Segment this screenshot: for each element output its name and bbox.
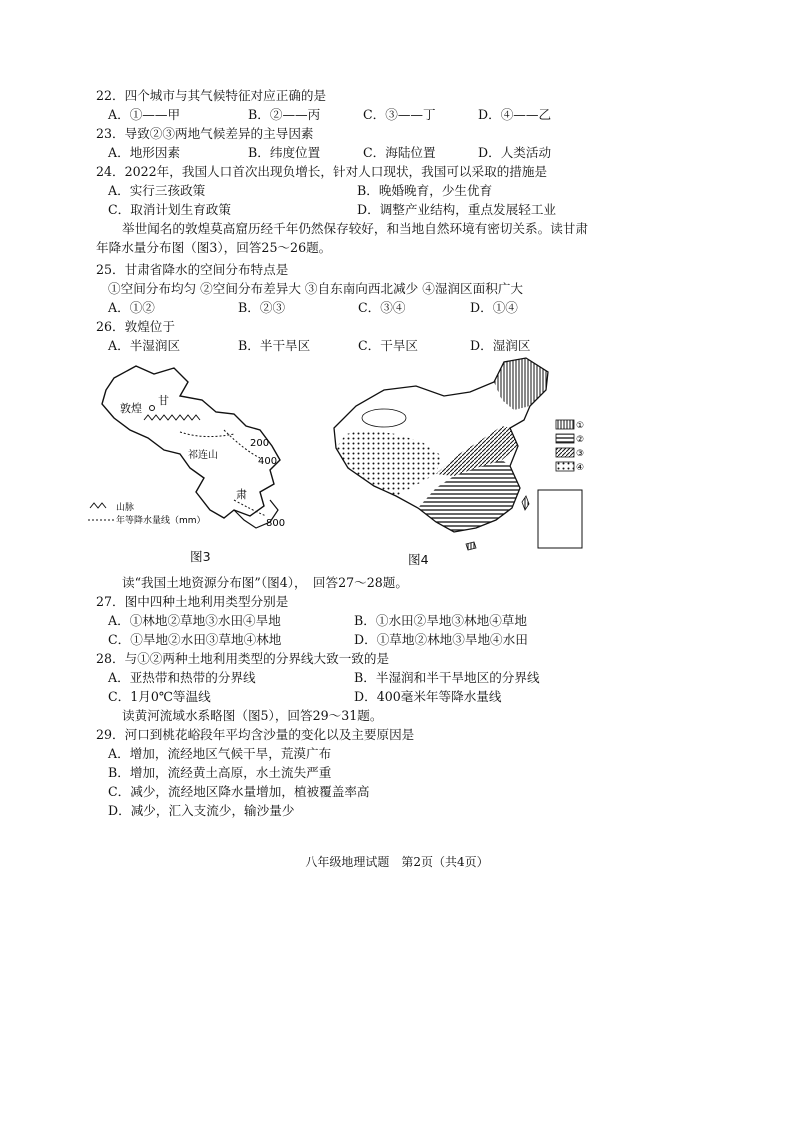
dunhuang-marker — [150, 406, 155, 411]
q22-option-a: A．①——甲 — [108, 107, 181, 122]
q28-option-b: B．半湿润和半干旱地区的分界线 — [354, 670, 540, 685]
su-label: 肃 — [236, 488, 247, 501]
tarim-basin — [362, 409, 406, 427]
q23-option-b: B．纬度位置 — [248, 145, 321, 160]
figure-4-caption: 图4 — [408, 552, 429, 567]
q25-option-c: C．③④ — [358, 300, 406, 315]
q26-option-b: B．半干旱区 — [238, 338, 311, 353]
q25-option-d: D．①④ — [470, 300, 518, 315]
legend-swatch-1 — [556, 420, 574, 429]
south-china-sea-inset — [538, 490, 582, 548]
q29-option-a: A．增加，流经地区气候干旱，荒漠广布 — [108, 746, 332, 761]
legend-isohyet-label: 年等降水量线（mm） — [116, 516, 206, 526]
q24-stem: 24．2022年，我国人口首次出现负增长，针对人口现状，我国可以采取的措施是 — [96, 164, 548, 179]
q28-option-a: A．亚热带和热带的分界线 — [108, 670, 256, 685]
legend-mountain-icon — [90, 503, 106, 508]
q24-option-b: B．晚婚晚育，少生优育 — [357, 183, 493, 198]
q24-option-d: D．调整产业结构，重点发展轻工业 — [357, 202, 557, 217]
hainan-island — [466, 542, 476, 550]
qilian-label: 祁连山 — [188, 450, 218, 461]
q25-stem: 25．甘肃省降水的空间分布特点是 — [96, 262, 289, 277]
q26-stem: 26．敦煌位于 — [96, 319, 175, 334]
legend-swatch-3 — [556, 448, 574, 457]
q29-option-d: D．减少，汇入支流少，输沙量少 — [108, 803, 295, 818]
legend-swatch-2 — [556, 434, 574, 443]
isohyet-400-label: 400 — [258, 456, 278, 467]
intro-25-26-line1: 举世闻名的敦煌莫高窟历经千年仍然保存较好，和当地自然环境有密切关系。读甘肃 — [122, 221, 588, 236]
q24-option-c: C．取消计划生育政策 — [108, 202, 231, 217]
figure-3-gansu-precipitation-map — [84, 360, 324, 540]
q22-option-b: B．②——丙 — [248, 107, 321, 122]
q26-option-a: A．半湿润区 — [108, 338, 181, 353]
legend-mountain-label: 山脉 — [116, 503, 135, 513]
q28-option-c: C．1月0℃等温线 — [108, 689, 211, 704]
legend-label-2: ② — [576, 435, 585, 445]
figure-3-caption: 图3 — [190, 549, 211, 564]
q25-choices: ①空间分布均匀 ②空间分布差异大 ③自东南向西北减少 ④湿润区面积广大 — [108, 281, 524, 296]
intro-29-31: 读黄河流域水系略图（图5），回答29～31题。 — [122, 708, 383, 723]
q26-option-d: D．湿润区 — [470, 338, 531, 353]
gan-label: 甘 — [158, 394, 169, 407]
figure-4-china-land-resources-map — [326, 356, 588, 556]
legend-label-4: ④ — [576, 463, 585, 473]
legend-label-3: ③ — [576, 449, 585, 459]
q23-option-c: C．海陆位置 — [363, 145, 436, 160]
q27-option-d: D．①草地②林地③旱地④水田 — [354, 632, 528, 647]
q22-option-d: D．④——乙 — [478, 107, 552, 122]
q28-stem: 28．与①②两种土地利用类型的分界线大致一致的是 — [96, 651, 390, 666]
q29-option-b: B．增加，流经黄土高原，水土流失严重 — [108, 765, 332, 780]
legend-label-1: ① — [576, 421, 585, 431]
taiwan-island — [522, 496, 529, 510]
q23-option-d: D．人类活动 — [478, 145, 552, 160]
isohyet-800-label: 800 — [266, 518, 286, 529]
q23-stem: 23．导致②③两地气候差异的主导因素 — [96, 126, 314, 141]
q29-option-c: C．减少，流经地区降水量增加，植被覆盖率高 — [108, 784, 370, 799]
q27-option-b: B．①水田②旱地③林地④草地 — [354, 613, 527, 628]
dunhuang-label: 敦煌 — [120, 402, 142, 415]
q26-option-c: C．干旱区 — [358, 338, 419, 353]
isohyet-200-label: 200 — [250, 438, 270, 449]
q27-option-a: A．①林地②草地③水田④旱地 — [108, 613, 281, 628]
q29-stem: 29．河口到桃花峪段年平均含沙量的变化以及主要原因是 — [96, 727, 415, 742]
q23-option-a: A．地形因素 — [108, 145, 181, 160]
q24-option-a: A．实行三孩政策 — [108, 183, 206, 198]
q25-option-a: A．①② — [108, 300, 155, 315]
intro-25-26-line2: 年降水量分布图（图3），回答25～26题。 — [96, 240, 332, 255]
q22-option-c: C．③——丁 — [363, 107, 436, 122]
q27-stem: 27．图中四种土地利用类型分别是 — [96, 594, 289, 609]
q27-option-c: C．①旱地②水田③草地④林地 — [108, 632, 282, 647]
q25-option-b: B．②③ — [238, 300, 286, 315]
page-footer: 八年级地理试题 第2页（共4页） — [305, 855, 489, 869]
q28-option-d: D．400毫米年等降水量线 — [354, 689, 502, 704]
q22-stem: 22．四个城市与其气候特征对应正确的是 — [96, 88, 327, 103]
intro-27-28: 读“我国土地资源分布图”（图4）， 回答27～28题。 — [122, 575, 408, 590]
legend-swatch-4 — [556, 462, 574, 471]
